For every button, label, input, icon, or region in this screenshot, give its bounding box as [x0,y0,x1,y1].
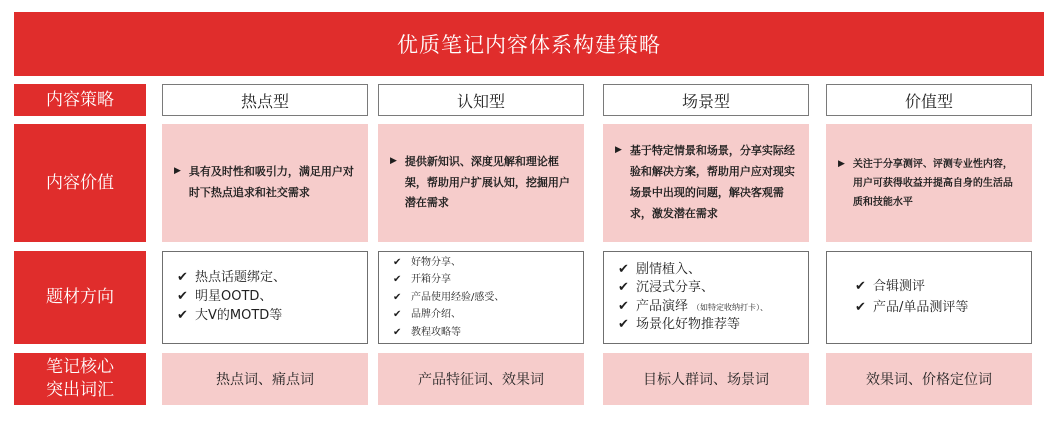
check-icon: ✔ [393,309,402,321]
topic-text: 合辑测评 [873,278,926,294]
column-header-cognitive [378,84,584,116]
list-item [393,306,583,324]
value-cell-hotspot [162,124,368,242]
topic-text: 好物分享、 [411,256,461,268]
row-label-strategy [14,84,146,116]
topics-cell-cognitive [378,251,584,344]
topic-text: 产品使用经验/感受、 [411,291,505,303]
check-icon: ✔ [618,316,629,332]
row-label-topics [14,251,146,344]
check-icon: ✔ [177,307,188,323]
row-label-value-text: 内容价值 [46,172,114,193]
topic-text: 场景化好物推荐等 [636,316,741,332]
topic-text: 明星OOTD、 [195,289,273,305]
topic-note: （如特定收纳打卡）、 [692,302,769,312]
keywords-cell-cognitive [378,353,584,405]
column-header-hotspot [162,84,368,116]
topic-text: 开箱分享 [411,274,451,286]
topics-cell-value [826,251,1032,344]
column-header-text: 场景型 [681,91,730,111]
row-label-keywords [14,353,146,405]
topic-text: 大V的MOTD等 [195,307,283,323]
column-header-text: 认知型 [456,91,505,111]
topic-text: 产品/单品测评等 [873,299,969,315]
list-item [177,288,367,307]
topic-text: 品牌介绍、 [411,309,461,321]
keywords-text: 产品特征词、效果词 [418,372,544,388]
list-item [618,261,808,279]
row-label-strategy-text: 内容策略 [46,89,114,110]
check-icon: ✔ [177,270,188,286]
list-item [393,289,583,307]
keywords-cell-scenario [603,353,809,405]
list-item [177,307,367,326]
row-label-value [14,124,146,242]
row-label-topics-text: 题材方向 [46,287,114,308]
page-title: 优质笔记内容体系构建策略 [397,33,661,57]
value-text: 提供新知识、深度见解和理论框架，帮助用户扩展认知，挖掘用户潜在需求 [404,154,570,210]
list-item [855,277,1031,298]
check-icon: ✔ [177,289,188,305]
column-header-text: 价值型 [904,91,953,111]
check-icon: ✔ [855,299,866,315]
list-item [618,316,808,334]
check-icon: ✔ [393,291,402,303]
column-header-scenario [603,84,809,116]
row-label-keywords-line1: 笔记核心 [46,357,114,378]
list-item [393,324,583,342]
triangle-bullet-icon: ▶ [390,155,397,166]
list-item [618,298,808,316]
check-icon: ✔ [618,298,629,314]
list-item [393,254,583,272]
value-cell-value [826,124,1032,242]
list-item [618,279,808,297]
check-icon: ✔ [618,280,629,296]
triangle-bullet-icon: ▶ [174,166,181,177]
topics-cell-scenario [603,251,809,344]
value-cell-cognitive [378,124,584,242]
value-text: 基于特定情景和场景，分享实际经验和解决方案，帮助用户应对现实场景中出现的问题，解决客观需求，激发潜在需求 [629,144,795,220]
topic-text: 产品演绎 [636,298,689,314]
keywords-text: 热点词、痛点词 [216,372,314,388]
value-text: 关注于分享测评、评测专业性内容，用户可获得收益并提高自身的生活品质和技能水平 [852,158,1013,208]
list-item [855,298,1031,319]
check-icon: ✔ [393,274,402,286]
check-icon: ✔ [393,256,402,268]
topic-text: 教程攻略等 [411,326,461,338]
check-icon: ✔ [393,326,402,338]
value-text: 具有及时性和吸引力，满足用户对时下热点追求和社交需求 [188,165,354,199]
check-icon: ✔ [618,262,629,278]
value-cell-scenario [603,124,809,242]
check-icon: ✔ [855,278,866,294]
topic-text: 热点话题绑定、 [195,270,287,286]
triangle-bullet-icon: ▶ [838,158,845,169]
topic-text: 剧情植入、 [636,262,702,278]
keywords-text: 目标人群词、场景词 [643,372,769,388]
column-header-text: 热点型 [240,91,289,111]
keywords-text: 效果词、价格定位词 [866,372,992,388]
list-item [393,271,583,289]
keywords-cell-hotspot [162,353,368,405]
topic-text: 沉浸式分享、 [636,280,715,296]
list-item [177,269,367,288]
triangle-bullet-icon: ▶ [615,145,622,156]
topics-cell-hotspot [162,251,368,344]
title-banner [14,12,1044,76]
column-header-value [826,84,1032,116]
keywords-cell-value [826,353,1032,405]
row-label-keywords-line2: 突出词汇 [46,380,114,400]
